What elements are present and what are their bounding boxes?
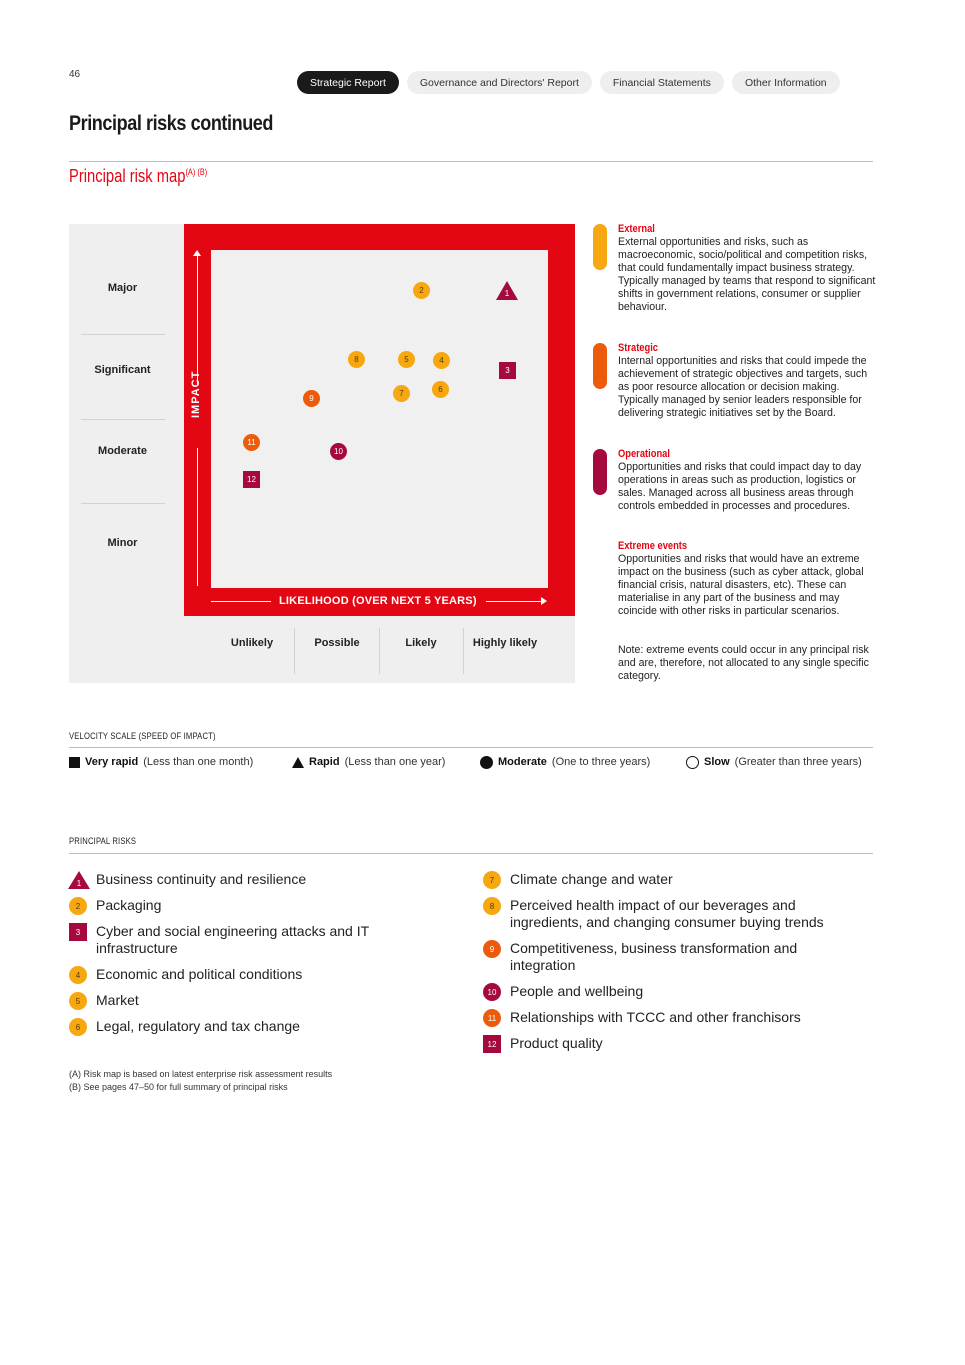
risk-marker-3: 3 [499, 362, 516, 379]
arrow-up-icon [193, 250, 201, 256]
row-divider [81, 419, 165, 420]
velocity-desc: (One to three years) [551, 756, 651, 768]
risk-marker-7: 7 [393, 385, 410, 402]
risk-icon-11: 11 [483, 1009, 501, 1027]
category-strategic-title: Strategic [618, 342, 659, 354]
arrow-right-icon [541, 597, 547, 605]
category-operational-title: Operational [618, 448, 670, 460]
likelihood-label-likely: Likely [405, 637, 437, 649]
velocity-label: Rapid [309, 756, 340, 768]
risk-marker-4: 4 [433, 352, 450, 369]
impact-axis-label: IMPACT [190, 370, 202, 418]
velocity-very-rapid [69, 754, 253, 770]
impact-label-major: Major [107, 282, 138, 294]
risk-item-5: Market [96, 992, 139, 1008]
impact-label-significant: Significant [94, 364, 151, 376]
velocity-label: Slow [704, 756, 730, 768]
square-icon [69, 757, 80, 768]
tab-other-information[interactable]: Other Information [732, 71, 840, 94]
risk-item-8: Perceived health impact of our beverages and ingredients, and changing consumer buying trends [510, 897, 824, 930]
risk-item-1: Business continuity and resilience [96, 871, 307, 887]
risk-item-6: Legal, regulatory and tax change [96, 1018, 300, 1034]
risk-item-2: Packaging [96, 897, 162, 913]
risk-icon-2: 2 [69, 897, 87, 915]
triangle-icon [292, 757, 304, 768]
risk-marker-11: 11 [243, 434, 260, 451]
row-divider [81, 503, 165, 504]
risk-icon-10: 10 [483, 983, 501, 1001]
velocity-rapid [292, 754, 445, 770]
risk-icon-12: 12 [483, 1035, 501, 1053]
likelihood-axis-label: LIKELIHOOD (OVER NEXT 5 YEARS) [279, 595, 477, 607]
risk-map-title-sup: (A) (B) [185, 167, 208, 177]
velocity-slow [686, 754, 862, 770]
risk-marker-5: 5 [398, 351, 415, 368]
page-title: Principal risks continued [69, 112, 274, 135]
velocity-heading: VELOCITY SCALE (SPEED OF IMPACT) [69, 731, 216, 741]
likelihood-axis-line [211, 601, 271, 602]
risk-item-4: Economic and political conditions [96, 966, 303, 982]
circle-icon [480, 756, 493, 769]
risk-icon-label: 1 [76, 878, 82, 888]
category-strategic-text: Internal opportunities and risks that could impede the achievement of strategic objectives and targets, such as poor resource allocation or decision making. Typically managed by senior leaders responsible for delivering strategic initiatives set by the Board. [618, 355, 868, 419]
risk-icon-6: 6 [69, 1018, 87, 1036]
impact-label-minor: Minor [107, 537, 138, 549]
risk-item-9: Competitiveness, business transformation and integration [510, 940, 798, 973]
risk-marker-9: 9 [303, 390, 320, 407]
col-divider [294, 628, 295, 674]
risk-map-grid [211, 250, 548, 588]
principal-risks-divider [69, 853, 873, 854]
section-nav [297, 71, 840, 94]
likelihood-label-highly-likely: Highly likely [472, 637, 538, 649]
risk-item-7: Climate change and water [510, 871, 673, 887]
velocity-desc: (Less than one month) [143, 756, 254, 768]
risk-item-11: Relationships with TCCC and other franchisors [510, 1009, 801, 1025]
row-divider [81, 334, 165, 335]
extreme-events-note: Note: extreme events could occur in any principal risk and are, therefore, not allocated to any single specific category. [618, 644, 869, 682]
category-operational-bar [593, 449, 607, 495]
impact-axis-line [197, 254, 198, 386]
footnote-b: (B) See pages 47–50 for full summary of principal risks [69, 1082, 288, 1092]
risk-icon-1 [68, 871, 90, 889]
tab-strategic-report[interactable]: Strategic Report [297, 71, 399, 94]
page-number: 46 [69, 69, 81, 80]
risk-item-10: People and wellbeing [510, 983, 644, 999]
velocity-moderate [480, 754, 650, 770]
title-divider [69, 161, 873, 162]
col-divider [463, 628, 464, 674]
likelihood-label-unlikely: Unlikely [230, 637, 274, 649]
category-operational-text: Opportunities and risks that could impact day to day operations in areas such as production, logistics or sales. Managed across all business areas through controls embedded in processes and procedures. [618, 461, 862, 512]
risk-marker-2: 2 [413, 282, 430, 299]
risk-marker-label: 1 [504, 289, 510, 298]
category-external-text: External opportunities and risks, such as macroeconomic, socio/political and competition risks, that could fundamentally impact business strategy. Typically managed by teams that respond to significant shifts in government relations, consumer or supplier behaviour. [618, 236, 876, 313]
ring-icon [686, 756, 699, 769]
risk-icon-5: 5 [69, 992, 87, 1010]
impact-axis-line [197, 448, 198, 586]
impact-label-moderate: Moderate [98, 445, 147, 457]
tab-governance[interactable]: Governance and Directors' Report [407, 71, 592, 94]
risk-marker-12: 12 [243, 471, 260, 488]
category-extreme-title: Extreme events [618, 540, 688, 552]
velocity-divider [69, 747, 873, 748]
risk-icon-8: 8 [483, 897, 501, 915]
velocity-desc: (Greater than three years) [734, 756, 862, 768]
tab-financial-statements[interactable]: Financial Statements [600, 71, 724, 94]
category-external-title: External [618, 223, 655, 235]
risk-marker-10: 10 [330, 443, 347, 460]
risk-marker-6: 6 [432, 381, 449, 398]
risk-icon-9: 9 [483, 940, 501, 958]
col-divider [379, 628, 380, 674]
risk-item-3: Cyber and social engineering attacks and IT infrastructure [96, 923, 369, 956]
category-strategic-bar [593, 343, 607, 389]
velocity-label: Moderate [498, 756, 547, 768]
risk-icon-7: 7 [483, 871, 501, 889]
risk-map-title-text: Principal risk map [69, 166, 186, 186]
category-extreme-text: Opportunities and risks that would have an extreme impact on the business (such as cyber attack, global financial crisis, natural disasters, etc). These can materialise in any part of the business and may coincide with other risks in particular scenarios. [618, 553, 864, 617]
risk-icon-3: 3 [69, 923, 87, 941]
footnote-a: (A) Risk map is based on latest enterprise risk assessment results [69, 1069, 333, 1079]
risk-item-12: Product quality [510, 1035, 603, 1051]
likelihood-label-possible: Possible [314, 637, 360, 649]
risk-icon-4: 4 [69, 966, 87, 984]
likelihood-axis-line [486, 601, 542, 602]
risk-marker-1 [496, 281, 518, 300]
risk-map-title [69, 166, 207, 187]
principal-risks-heading: PRINCIPAL RISKS [69, 836, 137, 846]
velocity-label: Very rapid [85, 756, 139, 768]
risk-marker-8: 8 [348, 351, 365, 368]
category-external-bar [593, 224, 607, 270]
velocity-desc: (Less than one year) [344, 756, 446, 768]
